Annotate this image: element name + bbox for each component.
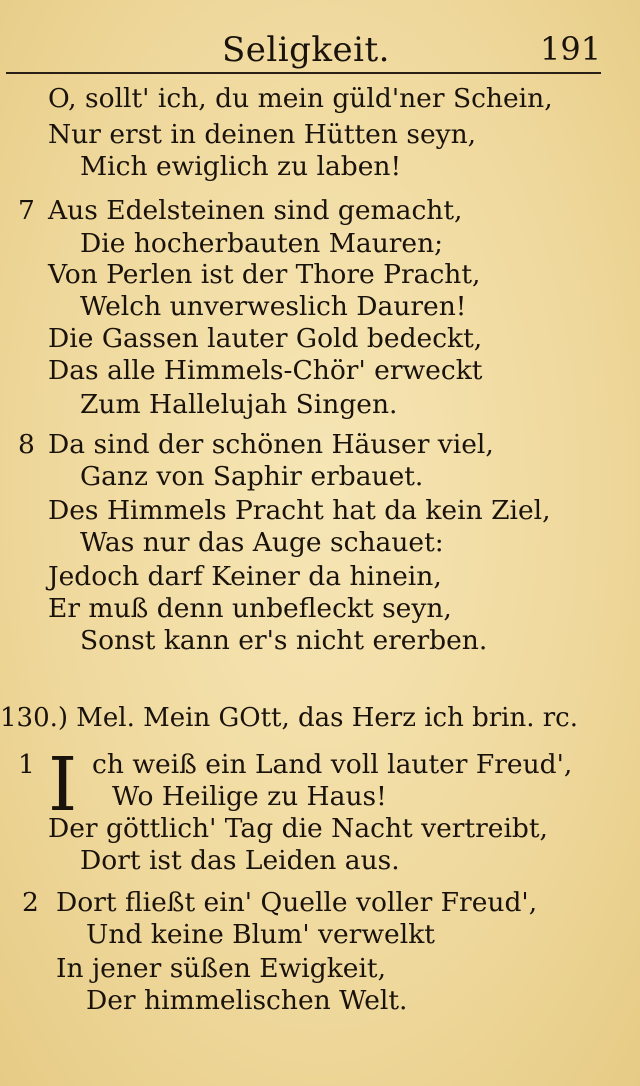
verse-number: 7: [18, 195, 35, 226]
verse-line: Zum Hallelujah Singen.: [80, 389, 398, 420]
verse-line: Ganz von Saphir erbauet.: [80, 461, 424, 492]
hymn-heading: 130.) Mel. Mein GOtt, das Herz ich brin. rc.: [0, 703, 579, 733]
verse-line: Von Perlen ist der Thore Pracht,: [48, 259, 481, 290]
verse-line: Mich ewiglich zu laben!: [80, 151, 402, 182]
verse-line: Des Himmels Pracht hat da kein Ziel,: [48, 495, 551, 526]
verse-line: Was nur das Auge schauet:: [80, 527, 444, 558]
verse-line: O, sollt' ich, du mein güld'ner Schein,: [48, 83, 553, 114]
verse-line: Sonst kann er's nicht ererben.: [80, 625, 488, 656]
verse-number: 8: [18, 429, 35, 460]
verse-number: 2: [22, 887, 39, 918]
verse-line: Dort fließt ein' Quelle voller Freud',: [56, 887, 538, 918]
verse-line: Der himmelischen Welt.: [86, 985, 408, 1016]
verse-line: Jedoch darf Keiner da hinein,: [48, 561, 442, 592]
verse-line: Nur erst in deinen Hütten seyn,: [48, 119, 477, 150]
verse-line: Aus Edelsteinen sind gemacht,: [48, 195, 463, 226]
verse-line: Wo Heilige zu Haus!: [112, 781, 387, 812]
verse-line: Das alle Himmels-Chör' erweckt: [48, 355, 483, 386]
verse-line: Der göttlich' Tag die Nacht vertreibt,: [48, 813, 548, 844]
header-rule: [6, 72, 601, 74]
page-header: [0, 24, 640, 74]
verse-line: Und keine Blum' verwelkt: [86, 919, 435, 950]
verse-line: Die Gassen lauter Gold bedeckt,: [48, 323, 483, 354]
page-number: 191: [540, 30, 602, 68]
verse-number: 1: [18, 749, 35, 780]
verse-line: Da sind der schönen Häuser viel,: [48, 429, 494, 460]
verse-line: Die hocherbauten Mauren;: [80, 228, 444, 259]
verse-line: In jener süßen Ewigkeit,: [56, 953, 386, 984]
verse-line: Welch unverweslich Dauren!: [80, 291, 467, 322]
running-title: Seligkeit.: [222, 30, 390, 70]
drop-cap: I: [48, 742, 78, 828]
verse-line: Dort ist das Leiden aus.: [80, 845, 400, 876]
verse-line: Er muß denn unbefleckt seyn,: [48, 593, 452, 624]
verse-line: ch weiß ein Land voll lauter Freud',: [92, 749, 573, 780]
